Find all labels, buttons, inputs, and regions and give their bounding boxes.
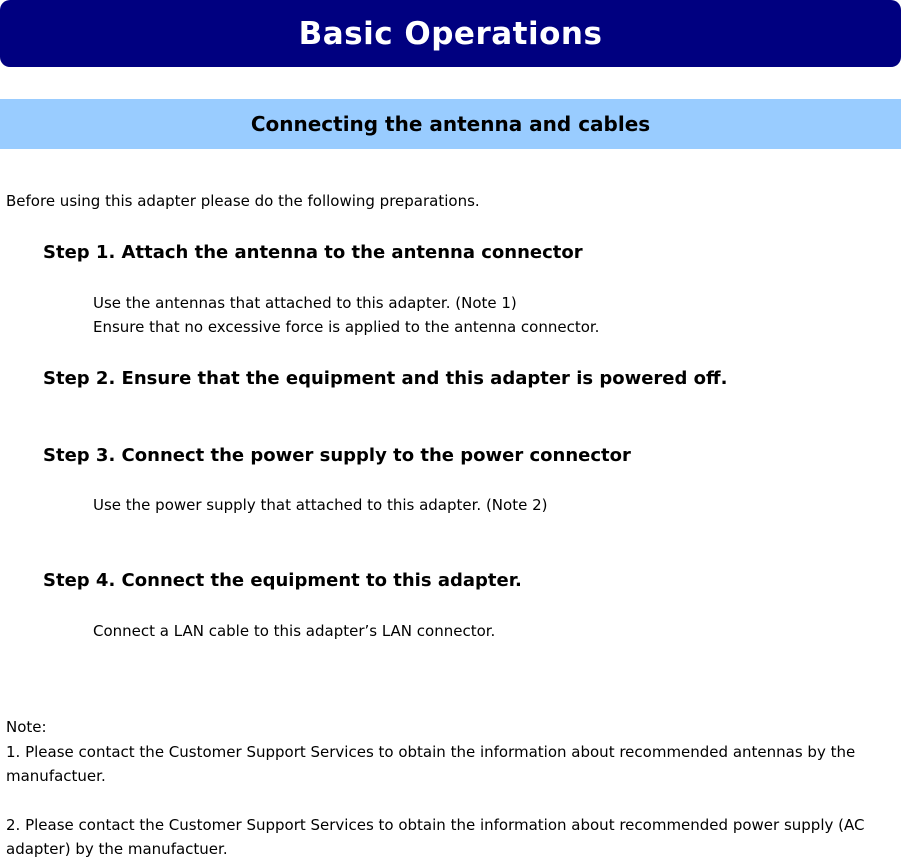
step-2-heading: Step 2. Ensure that the equipment and this adapter is powered off. <box>43 368 728 389</box>
intro-text: Before using this adapter please do the following preparations. <box>6 192 480 210</box>
step-3-line-1: Use the power supply that attached to this adapter. (Note 2) <box>93 496 548 514</box>
step-1-heading: Step 1. Attach the antenna to the antenna connector <box>43 242 583 263</box>
section-header <box>0 99 901 149</box>
step-4-line-1: Connect a LAN cable to this adapter’s LAN connector. <box>93 622 496 640</box>
step-1-line-1: Use the antennas that attached to this adapter. (Note 1) <box>93 294 517 312</box>
section-title: Connecting the antenna and cables <box>250 112 651 136</box>
step-4-heading: Step 4. Connect the equipment to this adapter. <box>43 570 522 591</box>
note-1: 1. Please contact the Customer Support Services to obtain the information about recommended antennas by the manufactuer. <box>6 743 856 785</box>
note-label: Note: <box>6 718 47 736</box>
step-3-heading: Step 3. Connect the power supply to the power connector <box>43 445 631 466</box>
note-2: 2. Please contact the Customer Support Services to obtain the information about recommended power supply (AC adapter) by the manufactuer. <box>6 816 865 858</box>
step-1-line-2: Ensure that no excessive force is applied to the antenna connector. <box>93 318 600 336</box>
page-title-bar <box>0 0 901 67</box>
page-title: Basic Operations <box>298 15 603 52</box>
